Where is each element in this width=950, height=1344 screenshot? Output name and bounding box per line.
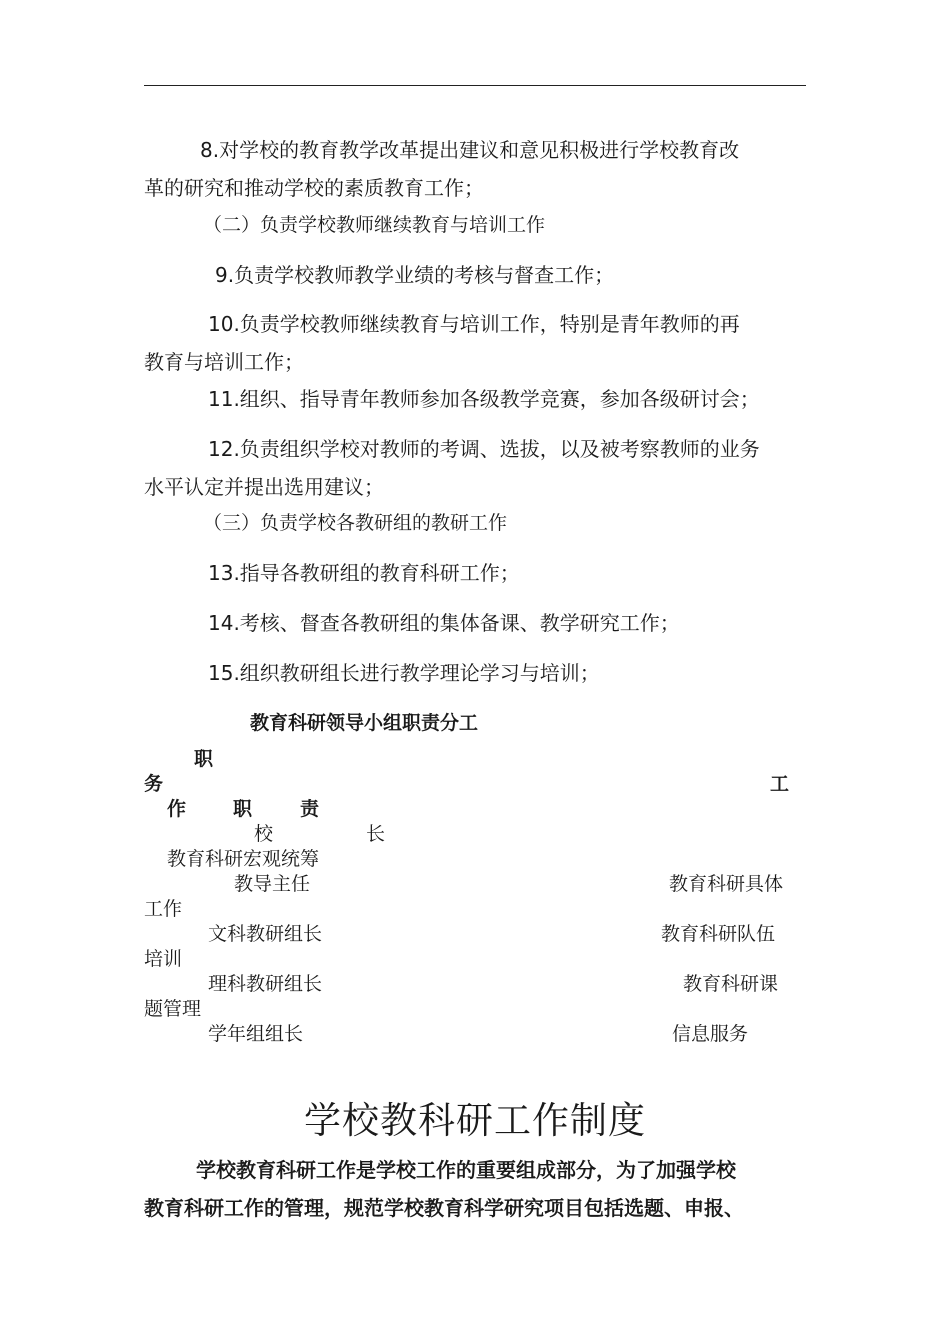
item-12-line-1: 12.负责组织学校对教师的考调、选拔，以及被考察教师的业务 <box>208 437 760 461</box>
table-row-1-role-a: 校 <box>254 823 274 845</box>
table-header-wu: 务 <box>144 773 164 795</box>
item-8-line-1: 8.对学校的教育教学改革提出建议和意见积极进行学校教育改 <box>200 138 740 162</box>
table-row-1-duty: 教育科研宏观统筹 <box>167 848 320 870</box>
item-10-line-2: 教育与培训工作； <box>144 350 304 374</box>
table-row-2-role: 教导主任 <box>234 873 311 895</box>
item-8-line-2: 革的研究和推动学校的素质教育工作； <box>144 176 484 200</box>
table-header-zhi2: 职 <box>233 798 253 820</box>
table-header-ze: 责 <box>300 798 320 820</box>
item-10-line-1: 10.负责学校教师继续教育与培训工作，特别是青年教师的再 <box>208 312 740 336</box>
intro-line-2: 教育科研工作的管理，规范学校教育科学研究项目包括选题、申报、 <box>144 1196 744 1220</box>
item-9: 9.负责学校教师教学业绩的考核与督查工作； <box>215 263 615 287</box>
item-11: 11.组织、指导青年教师参加各级教学竞赛，参加各级研讨会； <box>208 387 760 411</box>
table-title: 教育科研领导小组职责分工 <box>250 712 479 734</box>
section-2-heading: （二）负责学校教师继续教育与培训工作 <box>203 214 546 236</box>
item-15: 15.组织教研组长进行教学理论学习与培训； <box>208 661 600 685</box>
item-14: 14.考核、督查各教研组的集体备课、教学研究工作； <box>208 611 680 635</box>
table-header-zuo: 作 <box>167 798 187 820</box>
table-row-4-duty-a: 教育科研课 <box>683 973 779 995</box>
item-12-line-2: 水平认定并提出选用建议； <box>144 475 384 499</box>
table-row-5-duty: 信息服务 <box>672 1023 749 1045</box>
table-row-4-role: 理科教研组长 <box>208 973 323 995</box>
table-row-5-role: 学年组组长 <box>208 1023 304 1045</box>
table-header-gong: 工 <box>770 773 790 795</box>
table-row-3-duty-a: 教育科研队伍 <box>661 923 776 945</box>
table-row-3-role: 文科教研组长 <box>208 923 323 945</box>
table-header-zhi: 职 <box>194 748 214 770</box>
section-3-heading: （三）负责学校各教研组的教研工作 <box>203 512 508 534</box>
table-row-4-duty-b: 题管理 <box>144 998 202 1020</box>
intro-line-1: 学校教育科研工作是学校工作的重要组成部分，为了加强学校 <box>196 1158 736 1182</box>
header-rule <box>144 85 806 86</box>
table-row-2-duty-a: 教育科研具体 <box>669 873 784 895</box>
table-row-2-duty-b: 工作 <box>144 898 183 920</box>
item-13: 13.指导各教研组的教育科研工作； <box>208 561 520 585</box>
table-row-3-duty-b: 培训 <box>144 948 183 970</box>
table-row-1-role-b: 长 <box>366 823 386 845</box>
section-title: 学校教科研工作制度 <box>304 1099 646 1142</box>
